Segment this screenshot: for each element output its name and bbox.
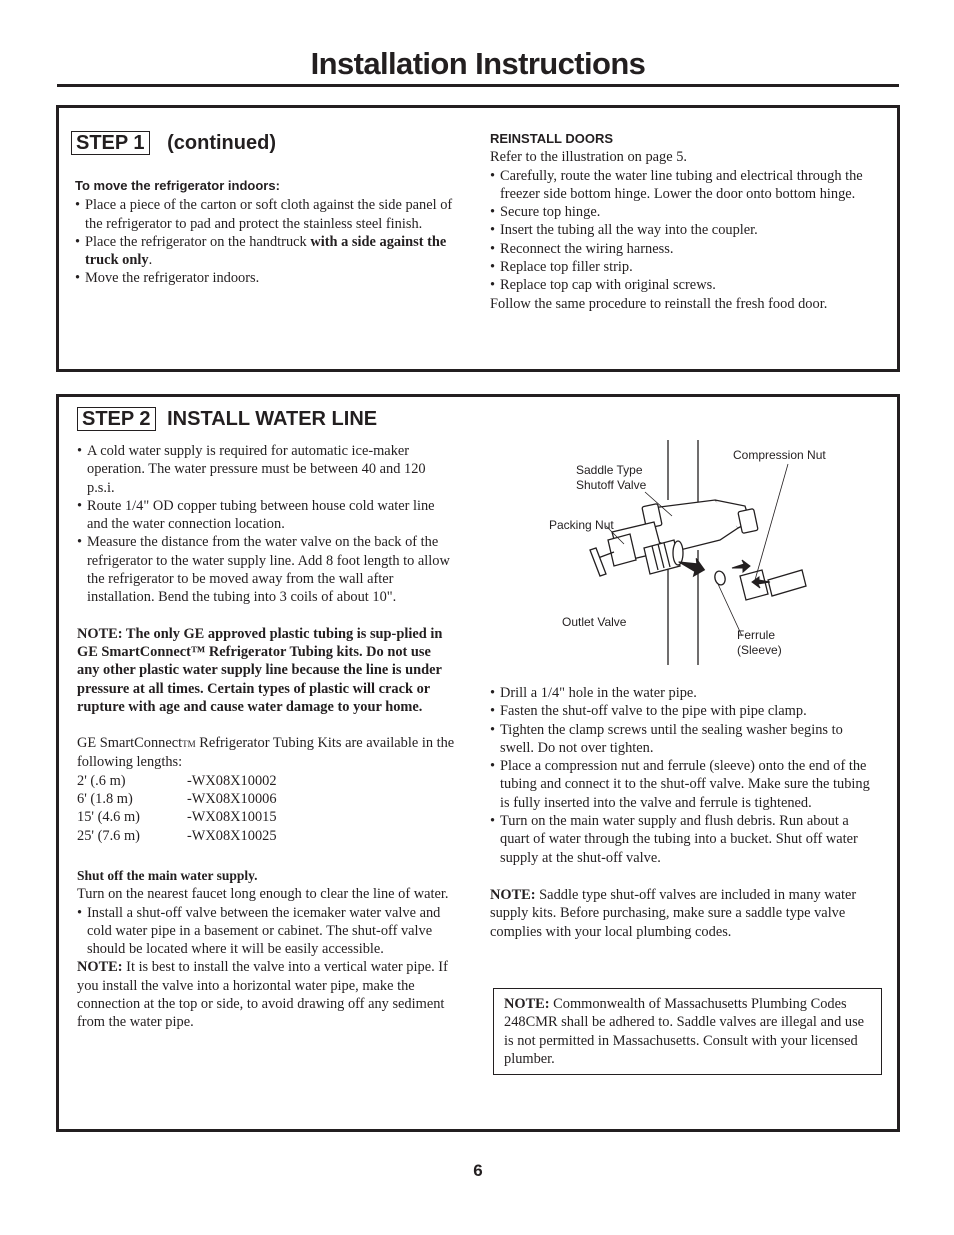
list-item-text: . [148, 252, 153, 269]
tubing-kits-table [77, 772, 455, 845]
list-item: • Replace top cap with original screws. [490, 276, 870, 294]
water-supply-list [77, 442, 455, 607]
kit-part: -WX08X10006 [187, 791, 277, 808]
list-item: • Reconnect the wiring harness. [490, 240, 870, 258]
list-item: • Secure top hinge. [490, 203, 870, 221]
label-outlet-valve: Outlet Valve [562, 615, 627, 629]
kit-length: 2' (.6 m) [77, 772, 126, 789]
label-packing-nut: Packing Nut [549, 518, 614, 532]
label-sleeve: (Sleeve) [737, 643, 782, 657]
kit-part: -WX08X10025 [187, 827, 277, 844]
step2-heading: INSTALL WATER LINE [167, 408, 378, 430]
list-item: • Route 1/4" OD copper tubing between house cold water line and the water connection location. [77, 497, 455, 534]
install-valve-list [490, 684, 880, 867]
kit-part: -WX08X10002 [187, 772, 277, 789]
ferrule-shape [713, 570, 726, 586]
note-text: Commonwealth of Massachusetts Plumbing Codes 248CMR shall be adhered to. Saddle valves are illegal and use is not permitted in Massachusetts. Consult with your licensed plumber. [504, 996, 865, 1067]
plastic-tubing-note: NOTE: The only GE approved plastic tubing is sup-plied in GE SmartConnect™ Refrigerator Tubing kits. Do not use any other plastic water supply line because the line is under pressure at all times. Certain types of plastic will crack or rupture with age and cause water damage to your home. [77, 625, 443, 715]
clamp-screw [738, 509, 758, 534]
leader-line [755, 464, 788, 580]
arrow-icon [732, 560, 750, 572]
list-item: • Move the refrigerator indoors. [75, 269, 455, 287]
list-item: • Place a compression nut and ferrule (sleeve) onto the end of the tubing and connect it to the shut-off valve. Make sure the tubing is fully inserted into the valve and ferrule is tightened. [490, 757, 880, 812]
reinstall-doors-heading: REINSTALL DOORS [490, 131, 614, 146]
move-indoors-heading: To move the refrigerator indoors: [75, 178, 280, 193]
list-item: • Place a piece of the carton or soft cloth against the side panel of the refrigerator to pad and protect the stainless steel finish. [75, 196, 455, 233]
label-compression-nut: Compression Nut [733, 448, 826, 462]
list-item: • Install a shut-off valve between the icemaker water valve and cold water pipe in a basement or cabinet. The shut-off valve should be located where it will be easily accessible. [77, 904, 455, 959]
list-item: • Carefully, route the water line tubing and electrical through the freezer side bottom hinge. Lower the door onto bottom hinge. [490, 167, 870, 204]
list-item-text: Place the refrigerator on the handtruck [85, 233, 311, 250]
list-item: • A cold water supply is required for automatic ice-maker operation. The water pressure must be between 40 and 120 p.s.i. [77, 442, 455, 497]
list-item: • Insert the tubing all the way into the coupler. [490, 221, 870, 239]
reinstall-intro: Refer to the illustration on page 5. [490, 149, 688, 166]
kit-length: 15' (4.6 m) [77, 809, 140, 826]
kit-length: 6' (1.8 m) [77, 791, 133, 808]
note-label: NOTE: [77, 959, 123, 976]
move-indoors-list [75, 196, 455, 287]
compression-nut-shape [740, 570, 768, 600]
step2-right-column [490, 684, 880, 941]
page-number: 6 [473, 1161, 483, 1180]
list-item [75, 233, 455, 270]
step2-left-column [77, 442, 455, 1032]
list-item: • Turn on the main water supply and flush debris. Run about a quart of water through the tubing into a bucket. Shut off water supply at the shut-off valve. [490, 812, 880, 867]
step1-heading: (continued) [167, 132, 276, 154]
note-label: NOTE: [504, 996, 550, 1012]
reinstall-doors-list [490, 167, 870, 295]
shutoff-text: Turn on the nearest faucet long enough to clear the line of water. [77, 886, 449, 903]
page-title: Installation Instructions [310, 46, 646, 81]
step1-label: STEP 1 [71, 131, 150, 155]
reinstall-outro: Follow the same procedure to reinstall the fresh food door. [490, 295, 828, 312]
trademark: TM [182, 739, 196, 750]
kit-length: 25' (7.6 m) [77, 827, 140, 844]
note-text: Saddle type shut-off valves are included in many water supply kits. Before purchasing, make sure a saddle type valve complies with your local plumbing codes. [490, 886, 857, 940]
list-item: • Measure the distance from the water valve on the back of the refrigerator to the water supply line. Add 8 foot length to allow the refrigerator to be moved away from the wall after installation. Bend the tubing into 3 coils of about 10". [77, 533, 455, 606]
saddle-valve-note [490, 886, 880, 941]
note-text: It is best to install the valve into a vertical water pipe. If you install the valve into a horizontal water pipe, make the connection at the top or side, to avoid drawing off any sediment from the water pipe. [77, 959, 448, 1031]
list-item: • Fasten the shut-off valve to the pipe with pipe clamp. [490, 702, 880, 720]
label-ferrule: Ferrule [737, 628, 776, 642]
reinstall-doors-section [490, 130, 870, 313]
massachusetts-note-box [493, 988, 882, 1075]
label-shutoff-valve: Shutoff Valve [576, 478, 647, 492]
kits-intro-text: GE SmartConnect [77, 735, 183, 752]
kits-intro-text: Refrigerator Tubing Kits are available in the following lengths: [77, 735, 455, 771]
tubing-kits-intro [77, 734, 455, 772]
label-saddle-type: Saddle Type [576, 463, 643, 477]
note-label: NOTE: [490, 886, 536, 903]
step2-header [77, 406, 377, 432]
move-indoors-section [75, 177, 455, 288]
step1-header [71, 130, 276, 156]
list-item: • Drill a 1/4" hole in the water pipe. [490, 684, 880, 702]
list-item: • Replace top filler strip. [490, 258, 870, 276]
list-item-emphasis: with a side against the truck only [85, 233, 447, 269]
vertical-pipe-note [77, 958, 455, 1031]
valve-handle [590, 548, 606, 576]
tubing [768, 570, 806, 596]
massachusetts-note [504, 995, 871, 1068]
list-item: • Tighten the clamp screws until the sealing washer begins to swell. Do not over tighten. [490, 721, 880, 758]
step2-label: STEP 2 [77, 407, 156, 431]
kit-part: -WX08X10015 [187, 809, 277, 826]
shutoff-heading: Shut off the main water supply. [77, 867, 258, 883]
shutoff-list [77, 904, 455, 959]
outlet-opening [673, 541, 683, 565]
title-divider [57, 84, 899, 87]
